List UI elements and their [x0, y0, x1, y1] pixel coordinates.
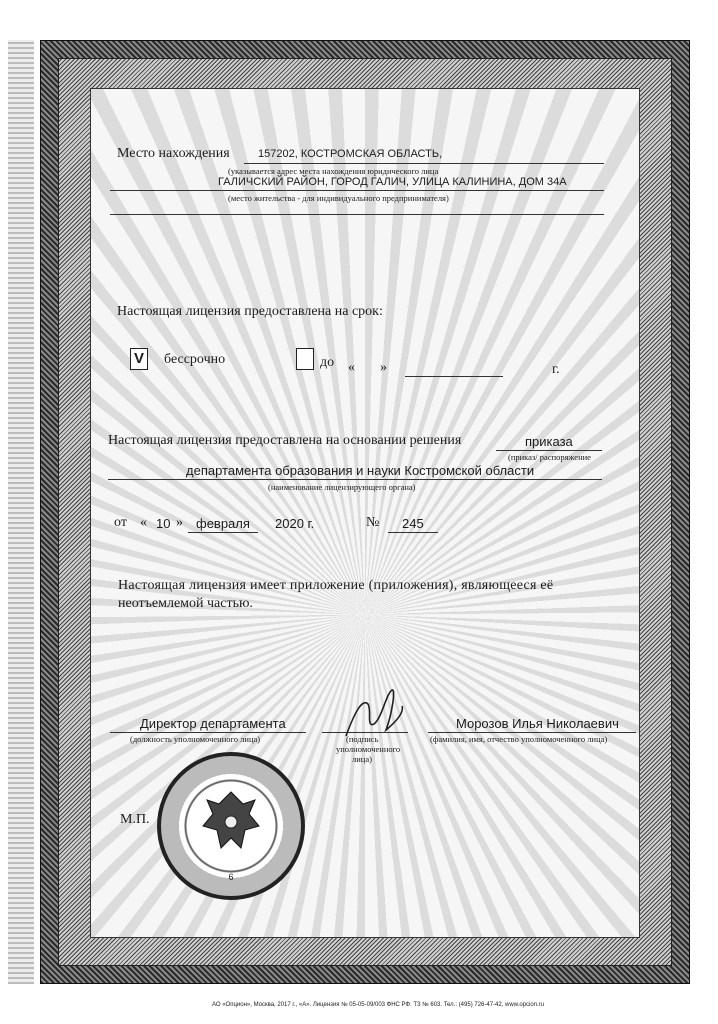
- until-date-rule: [405, 376, 503, 377]
- year-suffix: г.: [552, 362, 560, 377]
- date-day: 10: [156, 516, 171, 531]
- indefinite-label: бессрочно: [164, 352, 226, 367]
- location-line2-rule: [110, 190, 604, 191]
- date-close-quote: »: [176, 515, 183, 530]
- until-label: до: [320, 355, 335, 370]
- mp-label: М.П.: [120, 812, 150, 827]
- position-hint: (должность уполномоченного лица): [130, 734, 261, 744]
- location-label: Место нахождения: [117, 146, 230, 161]
- location-extra-rule: [110, 214, 604, 215]
- location-hint1: (указывается адрес места нахождения юридического лица: [228, 166, 439, 176]
- location-line1-rule: [244, 163, 604, 164]
- appendix-line2: неотъемлемой частью.: [118, 596, 253, 611]
- location-hint2: (место жительства - для индивидуального предпринимателя): [228, 193, 449, 203]
- indefinite-checkbox: V: [130, 348, 148, 370]
- date-month-rule: [188, 532, 258, 533]
- signature-rule: [322, 732, 408, 733]
- basis-heading: Настоящая лицензия предоставлена на основании решения: [108, 433, 462, 448]
- date-year: 2020 г.: [275, 516, 315, 531]
- signer-name: Морозов Илья Николаевич: [456, 716, 619, 731]
- term-heading: Настоящая лицензия предоставлена на срок:: [117, 304, 383, 319]
- left-security-strip: [8, 40, 34, 984]
- seal-emblem: [157, 752, 305, 900]
- decision-type: приказа: [525, 434, 573, 449]
- authority-rule: [108, 479, 602, 480]
- date-from-label: от: [114, 515, 127, 530]
- sign-hint-2: уполномоченного: [336, 744, 401, 754]
- location-line1: 157202, КОСТРОМСКАЯ ОБЛАСТЬ,: [258, 148, 443, 160]
- name-rule: [428, 732, 636, 733]
- until-open-quote: «: [348, 360, 355, 375]
- signer-position: Директор департамента: [140, 716, 286, 731]
- location-line2: ГАЛИЧСКИЙ РАЙОН, ГОРОД ГАЛИЧ, УЛИЦА КАЛИНИНА, ДОМ 34А: [218, 176, 567, 188]
- number-rule: [388, 532, 438, 533]
- decision-hint: (приказ/ распоряжение: [508, 452, 591, 462]
- sign-hint-1: (подпись: [346, 734, 379, 744]
- appendix-line1: Настоящая лицензия имеет приложение (приложения), являющееся её: [118, 578, 554, 593]
- svg-text:6: 6: [228, 872, 234, 882]
- until-checkbox: [296, 348, 314, 370]
- license-number: 245: [402, 516, 424, 531]
- decision-type-rule: [496, 450, 602, 451]
- licensing-authority: департамента образования и науки Костромской области: [186, 463, 535, 478]
- sign-hint-3: лица): [352, 754, 372, 764]
- authority-hint: (наименование лицензирующего органа): [268, 482, 416, 492]
- until-close-quote: »: [380, 360, 387, 375]
- position-rule: [110, 732, 306, 733]
- date-open-quote: «: [140, 515, 147, 530]
- number-label: №: [366, 515, 380, 530]
- printer-footer: АО «Опцион», Москва, 2017 г., «А». Лицензия № 05-05-09/003 ФНС РФ. ТЗ № 603. Тел.: (495) 726-47-42, www.opcion.ru: [212, 1002, 545, 1008]
- name-hint: (фамилия, имя, отчество уполномоченного лица): [430, 734, 608, 744]
- date-month: февраля: [196, 516, 250, 531]
